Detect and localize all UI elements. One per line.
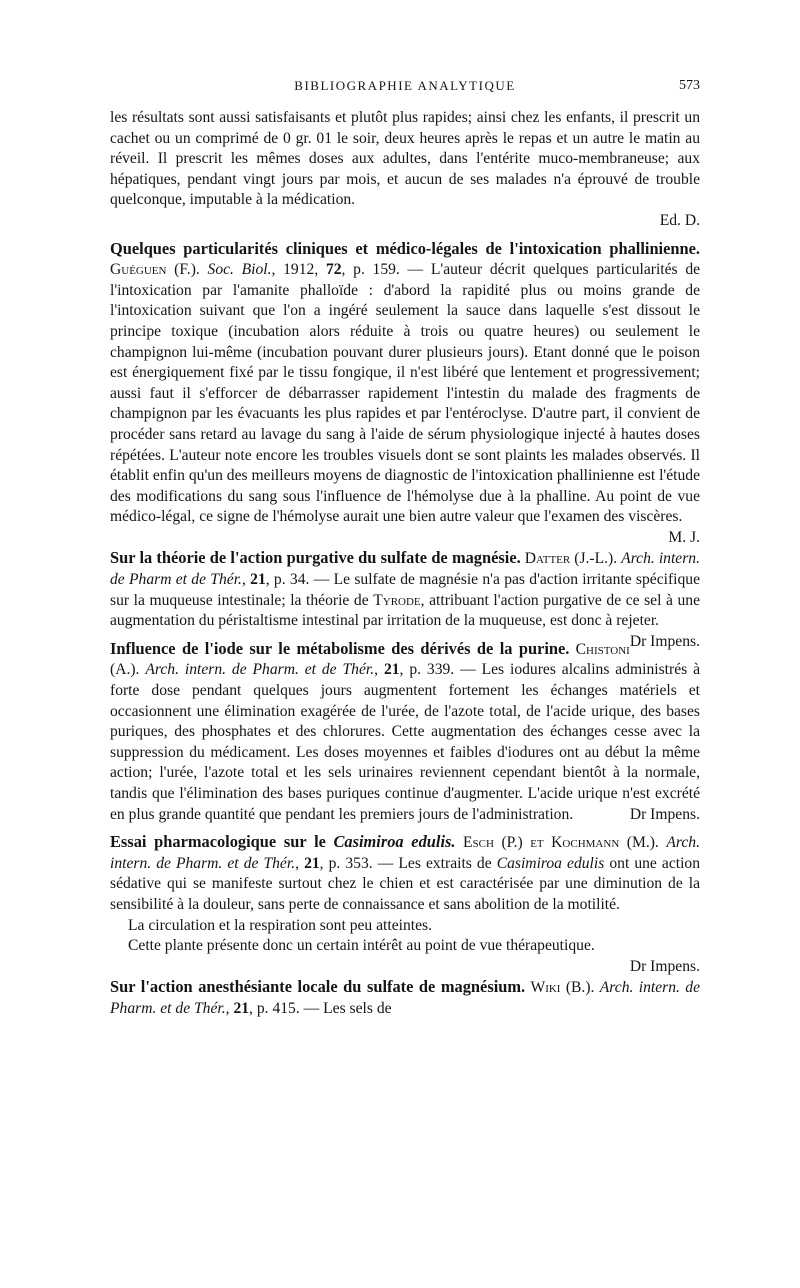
page-body — [110, 108, 700, 1020]
review-authors: Esch (P.) et Kochmann (M.). — [463, 834, 659, 852]
species-name: Casimiroa edulis — [496, 854, 605, 872]
review-body: L'auteur décrit quelques particularités de l'intoxication par l'amanite phalloïde : d'abord la rapidité plus ou moins grande de l'intoxication suivant que l'on a ingéré seulement la sauce dans laquelle s'est dissout le principe toxique (incubation alors réduite à trois ou quatre heures) ou seulement le champignon lui-même (incubation pouvant durer plusieurs jours). Etant donné que le poison est énergiquement fixé par le tissu fongique, il n'est libéré que lentement et progressivement; aussi faut il s'efforcer de débarrasser rapidement l'intestin du malade des fragments de champignon par les évacuants les plus rapides et par l'entéroclyse. D'autre part, il convient de procéder sans retard au lavage du sang à l'aide de sérum physiologique injecté à hautes doses répétées. L'auteur note encore les troubles visuels dont se sont plaints les malades observés. Il établit enfin qu'un des meilleurs moyens de diagnostic de l'intoxication phallinienne est l'étude des modifications du sang sous l'influence de l'hémolyse due à la phalline. Au point de vue médico-légal, ce signe de l'hémolyse aurait une bien autre valeur que l'examen des viscères. — [110, 261, 701, 526]
review-heading: Essai pharmacologique sur le — [110, 832, 326, 852]
review-journal: Arch. intern. de Pharm. et de Thér. — [110, 834, 700, 872]
review-signature: M. J. — [668, 528, 700, 546]
review-journal: Arch. intern. de Pharm. et de Thér. — [110, 979, 700, 1017]
review-author: Guéguen (F.). — [110, 261, 200, 279]
page-number: 573 — [679, 78, 700, 93]
review-body-end: ont une action sédative qui se manifeste surtout chez le chien et est caractérisée par une diminution de la sensibilité à la douleur, sans perte de connaissance et sans abolition de la motilité. — [110, 854, 701, 913]
review-heading: Sur la théorie de l'action purgative du sulfate de magnésie. — [110, 548, 521, 568]
review-author: Datter (J.-L.). — [524, 550, 618, 568]
review-pages: , p. 339. — — [399, 661, 476, 679]
review-volume: 21 — [250, 571, 266, 589]
review-magnesie: Sur la théorie de l'action purgative du sulfate de magnésie. Datter (J.-L.). Arch. intern. de Pharm et de Thér., 21, p. 34. — Le sulfate de magnésie n'a pas d'action irritante spécifique sur la muqueuse intestinale; la théorie de Tyrode, attribuant l'action purgative de ce sel à une augmentation du péristaltisme intestinal par irritation de la muqueuse, est donc à rejeter. Dr Impens. — [110, 548, 700, 631]
review-heading: Influence de l'iode sur le métabolisme des dérivés de la purine. — [110, 638, 570, 658]
review-volume: 21 — [304, 854, 320, 872]
review-body-start: Le sulfate de magnésie n'a pas d'action irritante spécifique sur la muqueuse intestinale; la théorie de — [110, 571, 701, 609]
review-body-end: , attribuant l'action purgative de ce sel à une augmentation du péristaltisme intestinal par irritation de la muqueuse, est donc à rejeter. — [110, 591, 701, 630]
review-journal: Soc. Biol. — [207, 261, 272, 279]
review-heading: Quelques particularités cliniques et médico-légales de l'intoxication phallinienne. — [110, 238, 700, 258]
review-journal: Arch. intern. de Pharm et de Thér. — [110, 550, 700, 589]
review-pages: , p. 159. — — [341, 261, 424, 279]
review-paragraph: La circulation et la respiration sont peu atteintes. — [128, 916, 432, 934]
review-volume: 21 — [383, 661, 400, 679]
intro-paragraph — [110, 108, 700, 211]
review-pages: , p. 34. — — [265, 571, 330, 589]
review-signature: Dr Impens. — [629, 957, 700, 975]
intro-text: les résultats sont aussi satisfaisants et plutôt plus rapides; ainsi chez les enfants, il prescrit un cachet ou un comprimé de 0 gr. 01 le soir, deux heures après le repas et un autre le matin au réveil. Il prescrit les mêmes doses aux adultes, dans l'entérite muco-membraneuse; aux hépatiques, pendant vingt jours par mois, et aucun de ses malades n'a éprouvé de trouble quelconque, imputable à la médication. — [110, 109, 700, 209]
review-author: Wiki (B.). — [530, 979, 595, 997]
review-volume: 72 — [325, 261, 342, 279]
review-signature: Dr Impens. — [629, 632, 700, 650]
review-year: , 1912, — [271, 261, 319, 279]
review-heading-species: Casimiroa edulis. — [333, 832, 456, 852]
review-signature: Dr Impens. — [629, 805, 700, 823]
cited-author: Tyrode — [373, 591, 421, 609]
review-journal: Arch. intern. de Pharm. et de Thér. — [145, 661, 375, 679]
review-heading: Sur l'action anesthésiante locale du sulfate de magnésium. — [110, 977, 526, 997]
review-body: Les sels de — [323, 999, 392, 1017]
review-author: Chistoni (A.). — [110, 640, 630, 679]
review-magnesium: Sur l'action anesthésiante locale du sulfate de magnésium. Wiki (B.). Arch. intern. de Pharm. et de Thér., 21, p. 415. — Les sels de — [110, 977, 700, 1017]
review-pages: , p. 353. — — [319, 854, 394, 872]
review-volume: 21 — [233, 999, 250, 1017]
review-body-start: Les extraits de — [398, 854, 492, 872]
review-body: Les iodures alcalins administrés à forte dose pendant quelques jours augmentent fortement les échanges matériels et occasionnent une élimination exagérée de l'urée, de l'azote total, de l'acide urique, des bases puriques, des phosphates et des chlorures. Cette augmentation des échanges cesse avec la suppression du médicament. Les doses moyennes et faibles d'iodures ont au début la même action; l'urée, l'azote total et les sels urinaires reviennent cependant bientôt à la normale, tandis que l'élimination des bases puriques continue d'augmenter. L'acide urique n'est excrété en plus grande quantité que pendant les premiers jours de l'administration. — [110, 661, 700, 823]
review-casimiroa: Essai pharmacologique sur le Casimiroa edulis. Esch (P.) et Kochmann (M.). Arch. intern. de Pharm. et de Thér., 21, p. 353. — Les extraits de Casimiroa edulis ont une action sédative qui se manifeste surtout chez le chien et est caractérisée par une diminution de la sensibilité à la douleur, sans perte de connaissance et sans abolition de la motilité. — [110, 832, 701, 913]
intro-signature: Ed. D. — [659, 211, 700, 229]
review-paragraph: Cette plante présente donc un certain intérêt au point de vue thérapeutique. — [128, 937, 595, 955]
review-pages: , p. 415. — — [249, 999, 320, 1017]
review-phallinienne — [110, 239, 700, 528]
review-iode: Influence de l'iode sur le métabolisme des dérivés de la purine. Chistoni (A.). Arch. intern. de Pharm. et de Thér., 21, p. 339. — Les iodures alcalins administrés à forte dose pendant quelques jours augmentent fortement les échanges matériels et occasionnent une élimination exagérée de l'urée, de l'azote total, de l'acide urique, des bases puriques, des phosphates et des chlorures. Cette augmentation des échanges cesse avec la suppression du médicament. Les doses moyennes et faibles d'iodures ont au début la même action; l'urée, l'azote total et les sels urinaires reviennent cependant bientôt à la normale, tandis que l'élimination des bases puriques continue d'augmenter. L'acide urique n'est excrété en plus grande quantité que pendant les premiers jours de l'administration. Dr Impens. — [110, 639, 700, 825]
running-title: BIBLIOGRAPHIE ANALYTIQUE — [294, 78, 516, 93]
running-head — [110, 78, 700, 98]
